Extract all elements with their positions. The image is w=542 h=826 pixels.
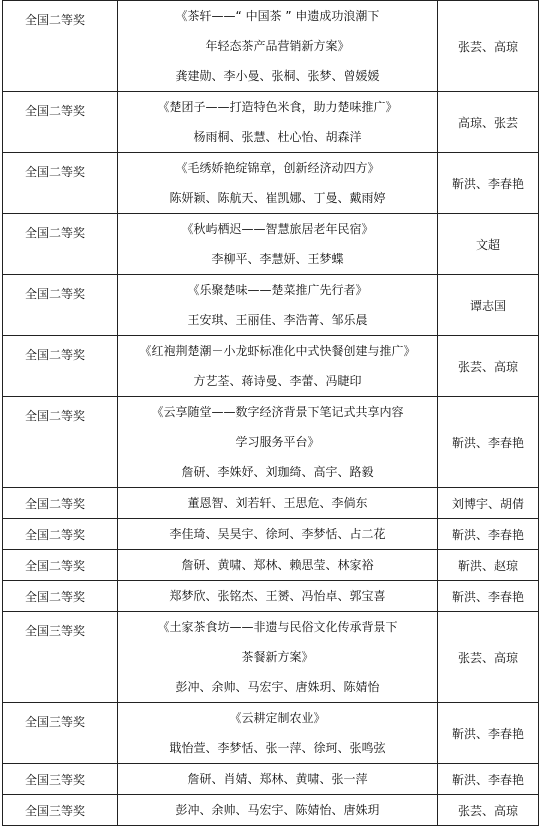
mentor-cell: 靳洪、李春艳 <box>438 764 539 795</box>
mentor-cell: 靳洪、赵琼 <box>438 550 539 581</box>
award-level-cell: 全国二等奖 <box>3 550 118 581</box>
table-row <box>3 1 539 92</box>
awards-table-body <box>3 1 539 826</box>
project-line: 郑梦欣、张铭杰、王赟、冯怡卓、郭宝喜 <box>169 589 386 603</box>
award-level-cell: 全国二等奖 <box>3 488 118 519</box>
award-level-cell: 全国二等奖 <box>3 92 118 153</box>
team-members-text: 詹研、李姝妤、刘珈绮、高宇、路毅 <box>181 465 374 479</box>
project-line: 《秋屿栖迟——智慧旅居老年民宿》 <box>181 222 374 236</box>
mentor-cell: 靳洪、李春艳 <box>438 153 539 214</box>
mentor-cell: 高琼、张芸 <box>438 92 539 153</box>
project-cell <box>118 1 438 92</box>
project-line: 年轻态茶产品营销新方案》 <box>205 39 350 53</box>
project-line: 茶餐新方案》 <box>241 650 314 664</box>
mentor-cell: 靳洪、李春艳 <box>438 519 539 550</box>
project-cell <box>118 612 438 703</box>
team-members-text: 李柳平、李慧妍、王梦蝶 <box>211 252 344 266</box>
project-cell <box>118 550 438 581</box>
team-members-text: 戢怡萱、李梦恬、张一萍、徐珂、张鸣弦 <box>169 741 386 755</box>
award-level-cell: 全国二等奖 <box>3 153 118 214</box>
table-row <box>3 153 539 214</box>
award-level-cell: 全国二等奖 <box>3 581 118 612</box>
project-line: 李佳琦、吴昊宇、徐珂、李梦恬、占二花 <box>169 527 386 541</box>
award-level-cell: 全国二等奖 <box>3 275 118 336</box>
table-row <box>3 612 539 703</box>
table-row <box>3 275 539 336</box>
mentor-cell: 张芸、高琼 <box>438 612 539 703</box>
table-row <box>3 488 539 519</box>
project-line: 《毛绣娇艳绽锦章，创新经济动四方》 <box>175 161 380 175</box>
mentor-cell: 张芸、高琼 <box>438 336 539 397</box>
table-row <box>3 336 539 397</box>
award-level-cell: 全国三等奖 <box>3 795 118 826</box>
project-line: 《云享随堂——数字经济背景下笔记式共享内容 <box>151 405 404 419</box>
project-line: 彭冲、余帅、马宏宇、陈婧怡、唐姝玥 <box>175 803 380 817</box>
table-row <box>3 519 539 550</box>
project-cell <box>118 581 438 612</box>
project-line: 《楚团子——打造特色米食，助力楚味推广》 <box>157 100 398 114</box>
table-row <box>3 397 539 488</box>
mentor-cell: 靳洪、李春艳 <box>438 397 539 488</box>
award-level-cell: 全国三等奖 <box>3 612 118 703</box>
project-cell <box>118 153 438 214</box>
project-line: 学习服务平台》 <box>235 435 320 449</box>
project-cell <box>118 336 438 397</box>
team-members-text: 杨雨桐、张慧、杜心怡、胡森洋 <box>193 130 362 144</box>
award-level-cell: 全国三等奖 <box>3 764 118 795</box>
team-members-text: 龚建勋、李小曼、张桐、张梦、曾媛媛 <box>175 69 380 83</box>
awards-table <box>2 0 539 826</box>
award-level-cell: 全国二等奖 <box>3 336 118 397</box>
table-row <box>3 581 539 612</box>
project-cell <box>118 519 438 550</box>
project-line: 《土家茶食坊——非遗与民俗文化传承背景下 <box>157 620 398 634</box>
table-row <box>3 92 539 153</box>
team-members-text: 方艺荃、蒋诗曼、李蕾、冯睫印 <box>193 374 362 388</box>
project-line: 詹研、肖婧、郑林、黄啸、张一萍 <box>187 772 368 786</box>
project-line: 《云耕定制农业》 <box>229 711 326 725</box>
team-members-text: 彭冲、余帅、马宏宇、唐姝玥、陈婧怡 <box>175 680 380 694</box>
award-level-cell: 全国二等奖 <box>3 397 118 488</box>
project-cell <box>118 488 438 519</box>
mentor-cell: 靳洪、李春艳 <box>438 581 539 612</box>
mentor-cell: 刘博宇、胡倩 <box>438 488 539 519</box>
project-cell <box>118 275 438 336</box>
award-level-cell: 全国二等奖 <box>3 519 118 550</box>
project-cell <box>118 795 438 826</box>
project-cell <box>118 703 438 764</box>
table-row <box>3 214 539 275</box>
team-members-text: 陈妍颖、陈航天、崔凯娜、丁曼、戴雨婷 <box>169 191 386 205</box>
table-row <box>3 764 539 795</box>
team-members-text: 王安琪、王丽佳、李浩菁、邹乐晨 <box>187 313 368 327</box>
mentor-cell: 张芸、高琼 <box>438 795 539 826</box>
table-row <box>3 550 539 581</box>
mentor-cell: 谭志国 <box>438 275 539 336</box>
award-level-cell: 全国二等奖 <box>3 1 118 92</box>
project-line: 《红袍荆楚潮－小龙虾标准化中式快餐创建与推广》 <box>139 344 416 358</box>
project-line: 詹研、黄啸、郑林、赖思莹、林家裕 <box>181 558 374 572</box>
mentor-cell: 张芸、高琼 <box>438 1 539 92</box>
table-row <box>3 795 539 826</box>
project-cell <box>118 764 438 795</box>
mentor-cell: 文超 <box>438 214 539 275</box>
project-line: 董恩智、刘若轩、王思危、李倘东 <box>187 496 368 510</box>
table-row <box>3 703 539 764</box>
award-level-cell: 全国二等奖 <box>3 214 118 275</box>
project-cell <box>118 92 438 153</box>
award-level-cell: 全国三等奖 <box>3 703 118 764</box>
project-line: 《茶轩——“ 中国茶 ” 申遗成功浪潮下 <box>175 9 380 23</box>
project-cell <box>118 397 438 488</box>
mentor-cell: 靳洪、李春艳 <box>438 703 539 764</box>
project-line: 《乐聚楚味——楚菜推广先行者》 <box>187 283 368 297</box>
project-cell <box>118 214 438 275</box>
